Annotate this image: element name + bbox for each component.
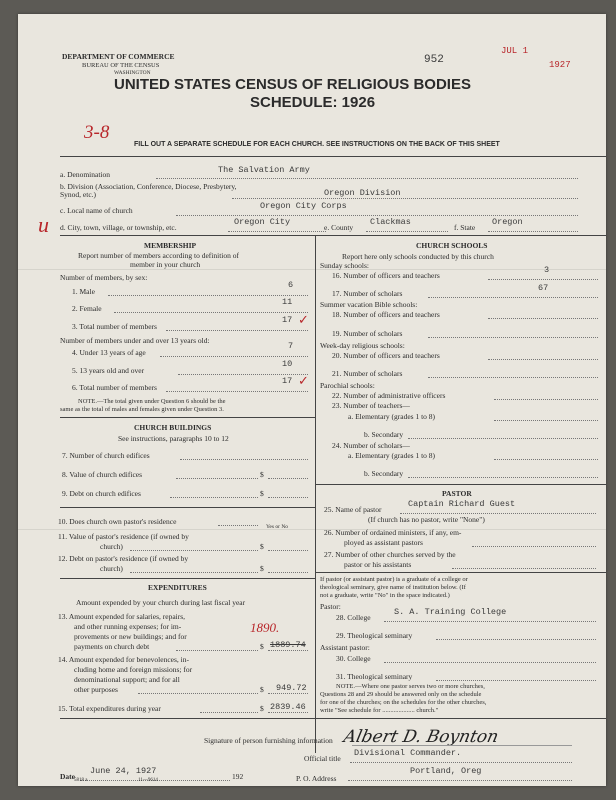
q26-label: 26. Number of ordained ministers, if any, em- [324, 528, 462, 537]
year-prefix: 192 [232, 772, 244, 781]
form-code: 5818 a [74, 778, 88, 783]
pastor-note-cont: write "See schedule for .................... church." [320, 707, 439, 714]
q21-label: 21. Number of scholars [332, 369, 403, 378]
q13-label-cont: provements or new buildings; and for [74, 632, 187, 641]
membership-instruction: Report number of members according to definition of [78, 251, 239, 260]
county-value: Clackmas [370, 217, 411, 227]
q13-correction: 1890. [250, 620, 280, 635]
denomination-label: a. Denomination [60, 170, 110, 179]
q2-female-value: 11 [282, 297, 293, 307]
bureau-city: WASHINGTON [114, 70, 151, 76]
denomination-value: The Salvation Army [218, 165, 310, 175]
pastor-education-label: Pastor: [320, 602, 341, 611]
summer-schools-label: Summer vacation Bible schools: [320, 300, 418, 309]
state-label: f. State [454, 223, 476, 232]
q20-label: 20. Number of officers and teachers [332, 351, 440, 360]
q23a-label: a. Elementary (grades 1 to 8) [348, 412, 436, 421]
q27-label: 27. Number of other churches served by the [324, 550, 456, 559]
official-title-label: Official title [304, 754, 341, 763]
graduate-instruction-cont: theological seminary, give name of institution below. (If [320, 584, 466, 591]
graduate-instruction: If pastor (or assistant pastor) is a graduate of a college or [320, 576, 468, 583]
po-address-value: Portland, Oreg [410, 766, 482, 776]
bureau-name: BUREAU OF THE CENSUS [82, 62, 160, 69]
q28-college-value: S. A. Training College [394, 607, 507, 617]
checkmark-icon: ✓ [298, 373, 309, 388]
dollar-sign: $ [260, 642, 264, 651]
expenditures-instruction: Amount expended by your church during last fiscal year [76, 598, 246, 607]
margin-mark: u [38, 212, 49, 237]
q13-label-cont: and other running expenses; for im- [74, 622, 182, 631]
section-rule [60, 417, 315, 418]
received-stamp-date: JUL 1 [501, 46, 529, 56]
q6-total-label: 6. Total number of members [72, 383, 157, 392]
section-rule [315, 484, 606, 485]
q22-label: 22. Number of administrative officers [332, 391, 446, 400]
church-schools-instruction: Report here only schools conducted by this church [342, 252, 494, 261]
parochial-schools-label: Parochial schools: [320, 381, 375, 390]
q5-over13-value: 10 [282, 359, 293, 369]
q6-total-value: 17 [282, 376, 293, 386]
handwritten-code: 3-8 [84, 122, 110, 143]
q23b-label: b. Secondary [364, 430, 404, 439]
q27-label-cont: pastor or his assistants [344, 560, 412, 569]
q24b-label: b. Secondary [364, 469, 404, 478]
graduate-instruction-cont: not a graduate, write "No" in the space indicated.) [320, 592, 450, 599]
membership-note: NOTE.—The total given under Question 6 should be the [78, 398, 226, 405]
weekday-schools-label: Week-day religious schools: [320, 341, 405, 350]
q14-value: 949.72 [276, 683, 307, 693]
expenditures-title: EXPENDITURES [148, 583, 207, 592]
q29-label: 29. Theological seminary [336, 631, 413, 640]
city-label: d. City, town, village, or township, etc. [60, 223, 177, 232]
q11-residence-value-label: 11. Value of pastor's residence (if owned by [58, 532, 189, 541]
census-schedule-page [18, 14, 606, 786]
received-stamp-year: 1927 [549, 60, 571, 70]
q25-pastor-name: Captain Richard Guest [408, 499, 516, 509]
state-value: Oregon [492, 217, 523, 227]
fold-crease [18, 269, 606, 270]
q28-label: 28. College [336, 613, 371, 622]
q8-value-label: 8. Value of church edifices [62, 470, 143, 479]
q30-label: 30. College [336, 654, 371, 663]
pastor-note-cont: for one of the churches; on the schedules for the other churches, [320, 699, 487, 706]
section-rule [315, 572, 606, 573]
church-buildings-title: CHURCH BUILDINGS [134, 423, 212, 432]
fold-crease [18, 529, 606, 530]
q1-male-value: 6 [288, 280, 294, 290]
membership-note-cont: same as the total of males and females given under Question 3. [60, 406, 224, 413]
dollar-sign: $ [260, 542, 264, 551]
po-address-label: P. O. Address [296, 774, 337, 783]
members-by-sex-label: Number of members, by sex: [60, 273, 148, 282]
q2-female-label: 2. Female [72, 304, 102, 313]
q9-debt-label: 9. Debt on church edifices [62, 489, 141, 498]
county-label: e. County [324, 223, 354, 232]
q3-total-value: 17 [282, 315, 293, 325]
column-divider [315, 235, 316, 753]
q1-male-label: 1. Male [72, 287, 95, 296]
q14-label-cont: other purposes [74, 685, 118, 694]
q23-label: 23. Number of teachers— [332, 401, 410, 410]
yes-no-hint: Yes or No [266, 524, 289, 530]
signature: Albert D. Boynton [341, 727, 501, 747]
department-name: DEPARTMENT OF COMMERCE [62, 52, 175, 61]
q16-value: 3 [544, 265, 550, 275]
membership-title: MEMBERSHIP [144, 241, 197, 250]
q13-label-cont: payments on church debt [74, 642, 150, 651]
date-label: Date [60, 772, 75, 781]
dollar-sign: $ [260, 564, 264, 573]
form-subtitle: SCHEDULE: 1926 [250, 94, 376, 111]
church-buildings-instruction: See instructions, paragraphs 10 to 12 [118, 434, 229, 443]
q24-label: 24. Number of scholars— [332, 441, 410, 450]
checkmark-icon: ✓ [298, 312, 309, 327]
q16-label: 16. Number of officers and teachers [332, 271, 440, 280]
pastor-note-cont: Questions 28 and 29 should be answered only on the schedule [320, 691, 482, 698]
assistant-pastor-label: Assistant pastor: [320, 643, 370, 652]
q10-residence-label: 10. Does church own pastor's residence [58, 517, 177, 526]
local-church-value: Oregon City Corps [260, 201, 347, 211]
q3-total-label: 3. Total number of members [72, 322, 157, 331]
q26-label-cont: ployed as assistant pastors [344, 538, 423, 547]
q14-label-cont: denominational support; and for all [74, 675, 180, 684]
division-value: Oregon Division [324, 188, 401, 198]
q14-label-cont: cluding home and foreign missions; for [74, 665, 193, 674]
q4-under13-value: 7 [288, 341, 294, 351]
q4-under13-label: 4. Under 13 years of age [72, 348, 146, 357]
dollar-sign: $ [260, 704, 264, 713]
church-schools-title: CHURCH SCHOOLS [416, 241, 488, 250]
print-code: 11—9614 [138, 778, 158, 783]
date-value: June 24, 1927 [90, 766, 157, 776]
division-label: b. Division (Association, Conference, Diocese, Presbytery, Synod, etc.) [60, 182, 237, 199]
local-church-label: c. Local name of church [60, 206, 133, 215]
q12-residence-debt-label-cont: church) [100, 564, 123, 573]
q15-label: 15. Total expenditures during year [58, 704, 161, 713]
q13-label: 13. Amount expended for salaries, repairs, [58, 612, 186, 621]
pastor-title: PASTOR [442, 489, 472, 498]
form-number: 952 [424, 54, 444, 66]
pastor-note: NOTE.—Where one pastor serves two or more churches, [336, 683, 485, 690]
q5-over13-label: 5. 13 years old and over [72, 366, 145, 375]
q13-value: 1889.74 [270, 640, 306, 650]
q25-label: 25. Name of pastor [324, 505, 382, 514]
dollar-sign: $ [260, 489, 264, 498]
q15-value: 2839.46 [270, 702, 306, 712]
city-value: Oregon City [234, 217, 291, 227]
q12-residence-debt-label: 12. Debt on pastor's residence (if owned by [58, 554, 189, 563]
q7-edifices-label: 7. Number of church edifices [62, 451, 150, 460]
q18-label: 18. Number of officers and teachers [332, 310, 440, 319]
dollar-sign: $ [260, 470, 264, 479]
q31-label: 31. Theological seminary [336, 672, 413, 681]
q17-label: 17. Number of scholars [332, 289, 403, 298]
official-title-value: Divisional Commander. [354, 748, 462, 758]
q25-note: (If church has no pastor, write "None") [368, 515, 485, 524]
membership-instruction-cont: member in your church [130, 260, 201, 269]
section-rule [60, 718, 606, 719]
form-title: UNITED STATES CENSUS OF RELIGIOUS BODIES [114, 76, 471, 93]
q17-value: 67 [538, 283, 549, 293]
dollar-sign: $ [260, 685, 264, 694]
signature-label: Signature of person furnishing information [204, 736, 333, 745]
q24a-label: a. Elementary (grades 1 to 8) [348, 451, 436, 460]
section-rule [60, 578, 315, 579]
separate-schedule-instruction: FILL OUT A SEPARATE SCHEDULE FOR EACH CHURCH. SEE INSTRUCTIONS ON THE BACK OF THIS SHEET [134, 141, 500, 148]
section-rule [60, 507, 315, 508]
q14-label: 14. Amount expended for benevolences, in- [58, 655, 190, 664]
members-by-age-label: Number of members under and over 13 years old: [60, 336, 210, 345]
sunday-schools-label: Sunday schools: [320, 261, 369, 270]
header-rule [60, 156, 606, 157]
q19-label: 19. Number of scholars [332, 329, 403, 338]
section-rule [60, 235, 606, 236]
q11-residence-value-label-cont: church) [100, 542, 123, 551]
